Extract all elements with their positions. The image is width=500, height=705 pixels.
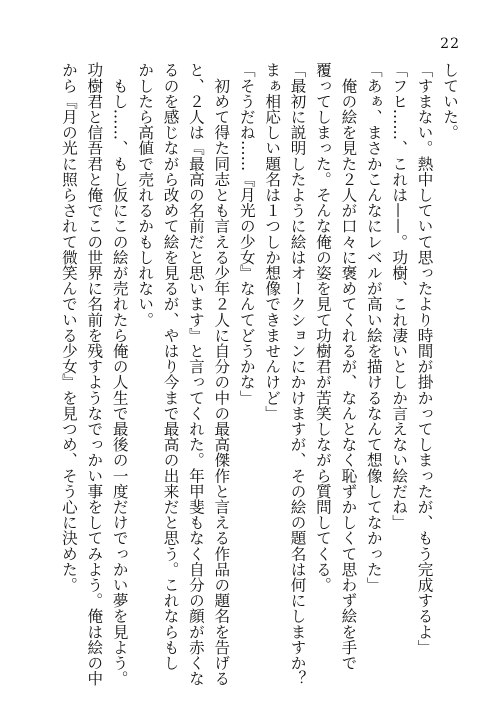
text-line: 「フヒ……、これは——。功樹、これ凄いとしか言えない絵だね」: [390, 62, 409, 530]
text-line: から『月の光に照らされて微笑んでいる少女』を見つめ、そう心に決めた。: [59, 62, 78, 593]
text-line: 功樹君と信吾君と俺でこの世界に名前を残すようなでっかい事をしてみよう。俺は絵の中: [85, 62, 104, 686]
text-line: 初めて得た同志とも言える少年２人に自分の中の最高傑作と言える作品の題名を告げる: [212, 62, 231, 686]
text-line: 「すまない。熱中していて思ったより時間が掛かってしまったが、もう完成するよ」: [415, 62, 434, 655]
text-line: かしたら高値で売れるかもしれない。: [136, 62, 155, 328]
text-line: まぁ相応しい題名は１つしか想像できませんけど」: [263, 62, 282, 421]
body-text: [56, 62, 463, 686]
text-line: 「最初に説明したように絵はオークションにかけますが、その絵の題名は何にしますか？: [288, 62, 307, 686]
text-line: るのを感じながら改めて絵を見るが、やはり今まで最高の出来だと思う。これならもし: [161, 62, 180, 671]
text-line: 「あぁ、まさかこんなにレベルが高い絵を描けるなんて想像してなかった」: [364, 62, 383, 593]
text-line: と、２人は『最高の名前だと思います』と言ってくれた。年甲斐もなく自分の顔が赤くな: [186, 62, 205, 686]
page-number: 22: [440, 36, 460, 52]
text-line: していた。: [441, 62, 459, 140]
text-line: もし……、もし仮にこの絵が売れたら俺の人生で最後の一度だけでっかい夢を見よう。: [110, 62, 129, 686]
text-line: 俺の絵を見た２人が口々に褒めてくれるが、なんとなく恥ずかしくて思わず絵を手で: [339, 62, 358, 671]
text-line: 覆ってしまった。そんな俺の姿を見て功樹君が苦笑しながら質問してくる。: [313, 62, 332, 593]
text-line: 「そうだね……『月光の少女』なんてどうかな」: [237, 62, 256, 406]
